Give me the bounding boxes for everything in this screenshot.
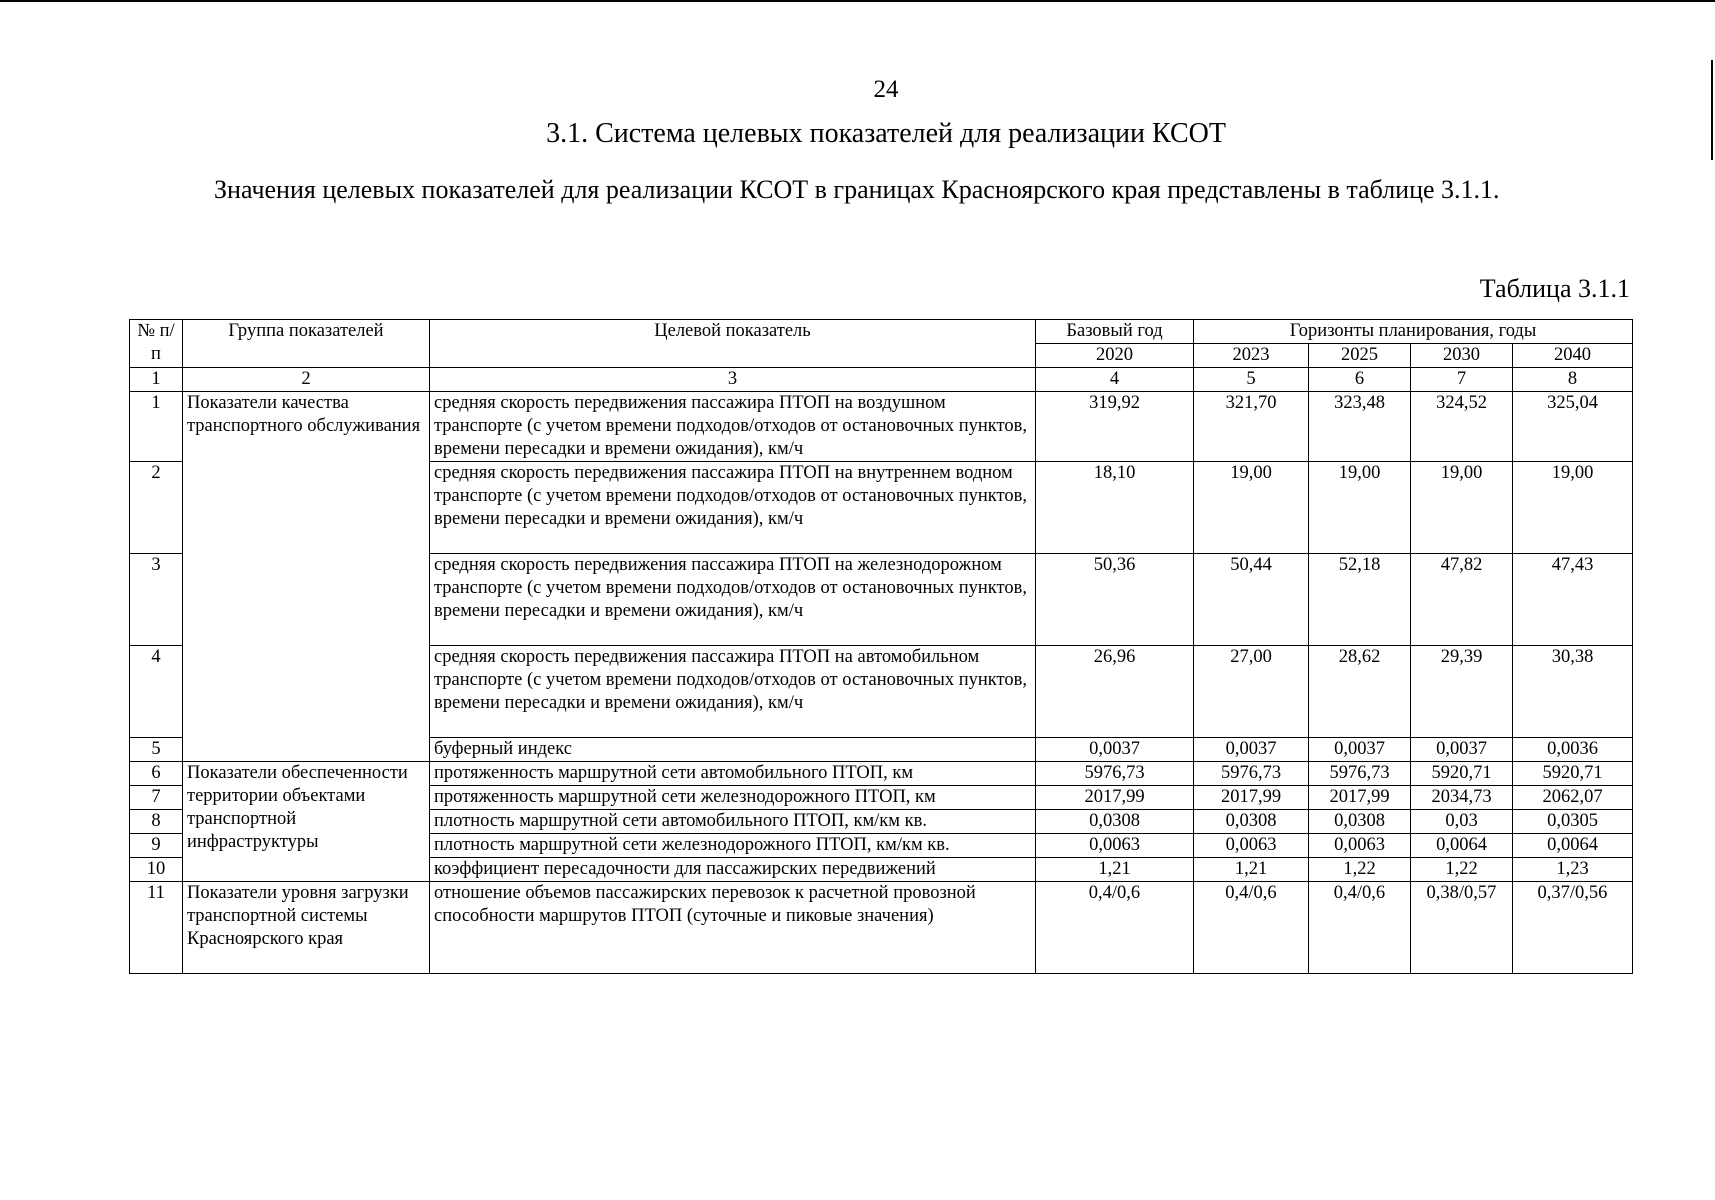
value-cell: 0,0308 <box>1194 810 1309 834</box>
column-number-row <box>130 368 1633 392</box>
value-cell: 0,0308 <box>1036 810 1194 834</box>
indicator-cell: протяженность маршрутной сети железнодорожного ПТОП, км <box>430 786 1036 810</box>
value-cell: 19,00 <box>1411 462 1513 554</box>
value-cell: 1,22 <box>1411 858 1513 882</box>
value-cell: 0,0063 <box>1309 834 1411 858</box>
header-year: 2040 <box>1513 344 1633 368</box>
indicator-cell: отношение объемов пассажирских перевозок к расчетной провозной способности маршрутов ПТОП (суточные и пиковые значения) <box>430 882 1036 974</box>
row-number: 11 <box>130 882 183 974</box>
value-cell: 0,03 <box>1411 810 1513 834</box>
value-cell: 52,18 <box>1309 554 1411 646</box>
value-cell: 5920,71 <box>1411 762 1513 786</box>
column-number: 1 <box>130 368 183 392</box>
header-row-top <box>130 320 1633 344</box>
value-cell: 50,44 <box>1194 554 1309 646</box>
value-cell: 2034,73 <box>1411 786 1513 810</box>
indicator-cell: коэффициент пересадочности для пассажирских передвижений <box>430 858 1036 882</box>
row-number: 9 <box>130 834 183 858</box>
value-cell: 2062,07 <box>1513 786 1633 810</box>
value-cell: 323,48 <box>1309 392 1411 462</box>
page-number: 24 <box>873 76 899 103</box>
value-cell: 0,0064 <box>1513 834 1633 858</box>
header-year: 2030 <box>1411 344 1513 368</box>
value-cell: 0,4/0,6 <box>1309 882 1411 974</box>
table-caption: Таблица 3.1.1 <box>1479 274 1630 303</box>
value-cell: 5976,73 <box>1036 762 1194 786</box>
value-cell: 2017,99 <box>1036 786 1194 810</box>
value-cell: 0,0036 <box>1513 738 1633 762</box>
value-cell: 19,00 <box>1513 462 1633 554</box>
value-cell: 47,43 <box>1513 554 1633 646</box>
column-number: 7 <box>1411 368 1513 392</box>
value-cell: 18,10 <box>1036 462 1194 554</box>
value-cell: 1,22 <box>1309 858 1411 882</box>
indicator-cell: буферный индекс <box>430 738 1036 762</box>
value-cell: 50,36 <box>1036 554 1194 646</box>
value-cell: 0,4/0,6 <box>1194 882 1309 974</box>
value-cell: 0,0308 <box>1309 810 1411 834</box>
column-number: 3 <box>430 368 1036 392</box>
value-cell: 5920,71 <box>1513 762 1633 786</box>
value-cell: 0,0305 <box>1513 810 1633 834</box>
indicator-cell: плотность маршрутной сети железнодорожного ПТОП, км/км кв. <box>430 834 1036 858</box>
row-number: 4 <box>130 646 183 738</box>
row-number: 7 <box>130 786 183 810</box>
column-number: 2 <box>183 368 430 392</box>
group-cell: Показатели уровня загрузки транспортной системы Красноярского края <box>183 882 430 974</box>
row-number: 5 <box>130 738 183 762</box>
value-cell: 27,00 <box>1194 646 1309 738</box>
value-cell: 1,21 <box>1194 858 1309 882</box>
group-cell: Показатели качества транспортного обслуживания <box>183 392 430 762</box>
indicator-cell: протяженность маршрутной сети автомобильного ПТОП, км <box>430 762 1036 786</box>
column-number: 6 <box>1309 368 1411 392</box>
column-number: 5 <box>1194 368 1309 392</box>
value-cell: 0,0063 <box>1036 834 1194 858</box>
row-number: 1 <box>130 392 183 462</box>
value-cell: 30,38 <box>1513 646 1633 738</box>
value-cell: 2017,99 <box>1309 786 1411 810</box>
header-horizons: Горизонты планирования, годы <box>1194 320 1633 344</box>
row-number: 3 <box>130 554 183 646</box>
value-cell: 0,0064 <box>1411 834 1513 858</box>
value-cell: 26,96 <box>1036 646 1194 738</box>
indicator-cell: средняя скорость передвижения пассажира ПТОП на внутреннем водном транспорте (с учетом времени подходов/отходов от остановочных пунктов, времени пересадки и времени ожидания), км/ч <box>430 462 1036 554</box>
indicators-table <box>129 319 1633 974</box>
header-num: № п/п <box>130 320 183 368</box>
value-cell: 321,70 <box>1194 392 1309 462</box>
value-cell: 5976,73 <box>1309 762 1411 786</box>
value-cell: 0,0037 <box>1309 738 1411 762</box>
value-cell: 0,0037 <box>1411 738 1513 762</box>
value-cell: 0,0037 <box>1036 738 1194 762</box>
header-year: 2023 <box>1194 344 1309 368</box>
value-cell: 19,00 <box>1309 462 1411 554</box>
indicator-cell: средняя скорость передвижения пассажира ПТОП на железнодорожном транспорте (с учетом времени подходов/отходов от остановочных пунктов, времени пересадки и времени ожидания), км/ч <box>430 554 1036 646</box>
value-cell: 0,4/0,6 <box>1036 882 1194 974</box>
header-year: 2025 <box>1309 344 1411 368</box>
value-cell: 28,62 <box>1309 646 1411 738</box>
row-number: 2 <box>130 462 183 554</box>
intro-paragraph: Значения целевых показателей для реализации КСОТ в границах Красноярского края представлены в таблице 3.1.1. <box>214 175 1500 204</box>
value-cell: 47,82 <box>1411 554 1513 646</box>
value-cell: 0,0063 <box>1194 834 1309 858</box>
header-base-year: Базовый год <box>1036 320 1194 344</box>
column-number: 4 <box>1036 368 1194 392</box>
value-cell: 0,37/0,56 <box>1513 882 1633 974</box>
value-cell: 5976,73 <box>1194 762 1309 786</box>
table-row <box>130 392 1633 462</box>
indicator-cell: средняя скорость передвижения пассажира ПТОП на воздушном транспорте (с учетом времени подходов/отходов от остановочных пунктов, времени пересадки и времени ожидания), км/ч <box>430 392 1036 462</box>
row-number: 8 <box>130 810 183 834</box>
value-cell: 1,21 <box>1036 858 1194 882</box>
indicator-cell: средняя скорость передвижения пассажира ПТОП на автомобильном транспорте (с учетом времени подходов/отходов от остановочных пунктов, времени пересадки и времени ожидания), км/ч <box>430 646 1036 738</box>
group-cell: Показатели обеспеченности территории объектами транспортной инфраструктуры <box>183 762 430 882</box>
value-cell: 0,0037 <box>1194 738 1309 762</box>
value-cell: 324,52 <box>1411 392 1513 462</box>
row-number: 10 <box>130 858 183 882</box>
value-cell: 0,38/0,57 <box>1411 882 1513 974</box>
header-year: 2020 <box>1036 344 1194 368</box>
value-cell: 319,92 <box>1036 392 1194 462</box>
header-group: Группа показателей <box>183 320 430 368</box>
value-cell: 1,23 <box>1513 858 1633 882</box>
value-cell: 325,04 <box>1513 392 1633 462</box>
section-title: 3.1. Система целевых показателей для реализации КСОТ <box>546 118 1226 149</box>
row-number: 6 <box>130 762 183 786</box>
column-number: 8 <box>1513 368 1633 392</box>
table-row <box>130 882 1633 974</box>
value-cell: 29,39 <box>1411 646 1513 738</box>
header-indicator: Целевой показатель <box>430 320 1036 368</box>
indicator-cell: плотность маршрутной сети автомобильного ПТОП, км/км кв. <box>430 810 1036 834</box>
value-cell: 2017,99 <box>1194 786 1309 810</box>
value-cell: 19,00 <box>1194 462 1309 554</box>
table-row <box>130 762 1633 786</box>
page-top-edge <box>0 0 1715 2</box>
